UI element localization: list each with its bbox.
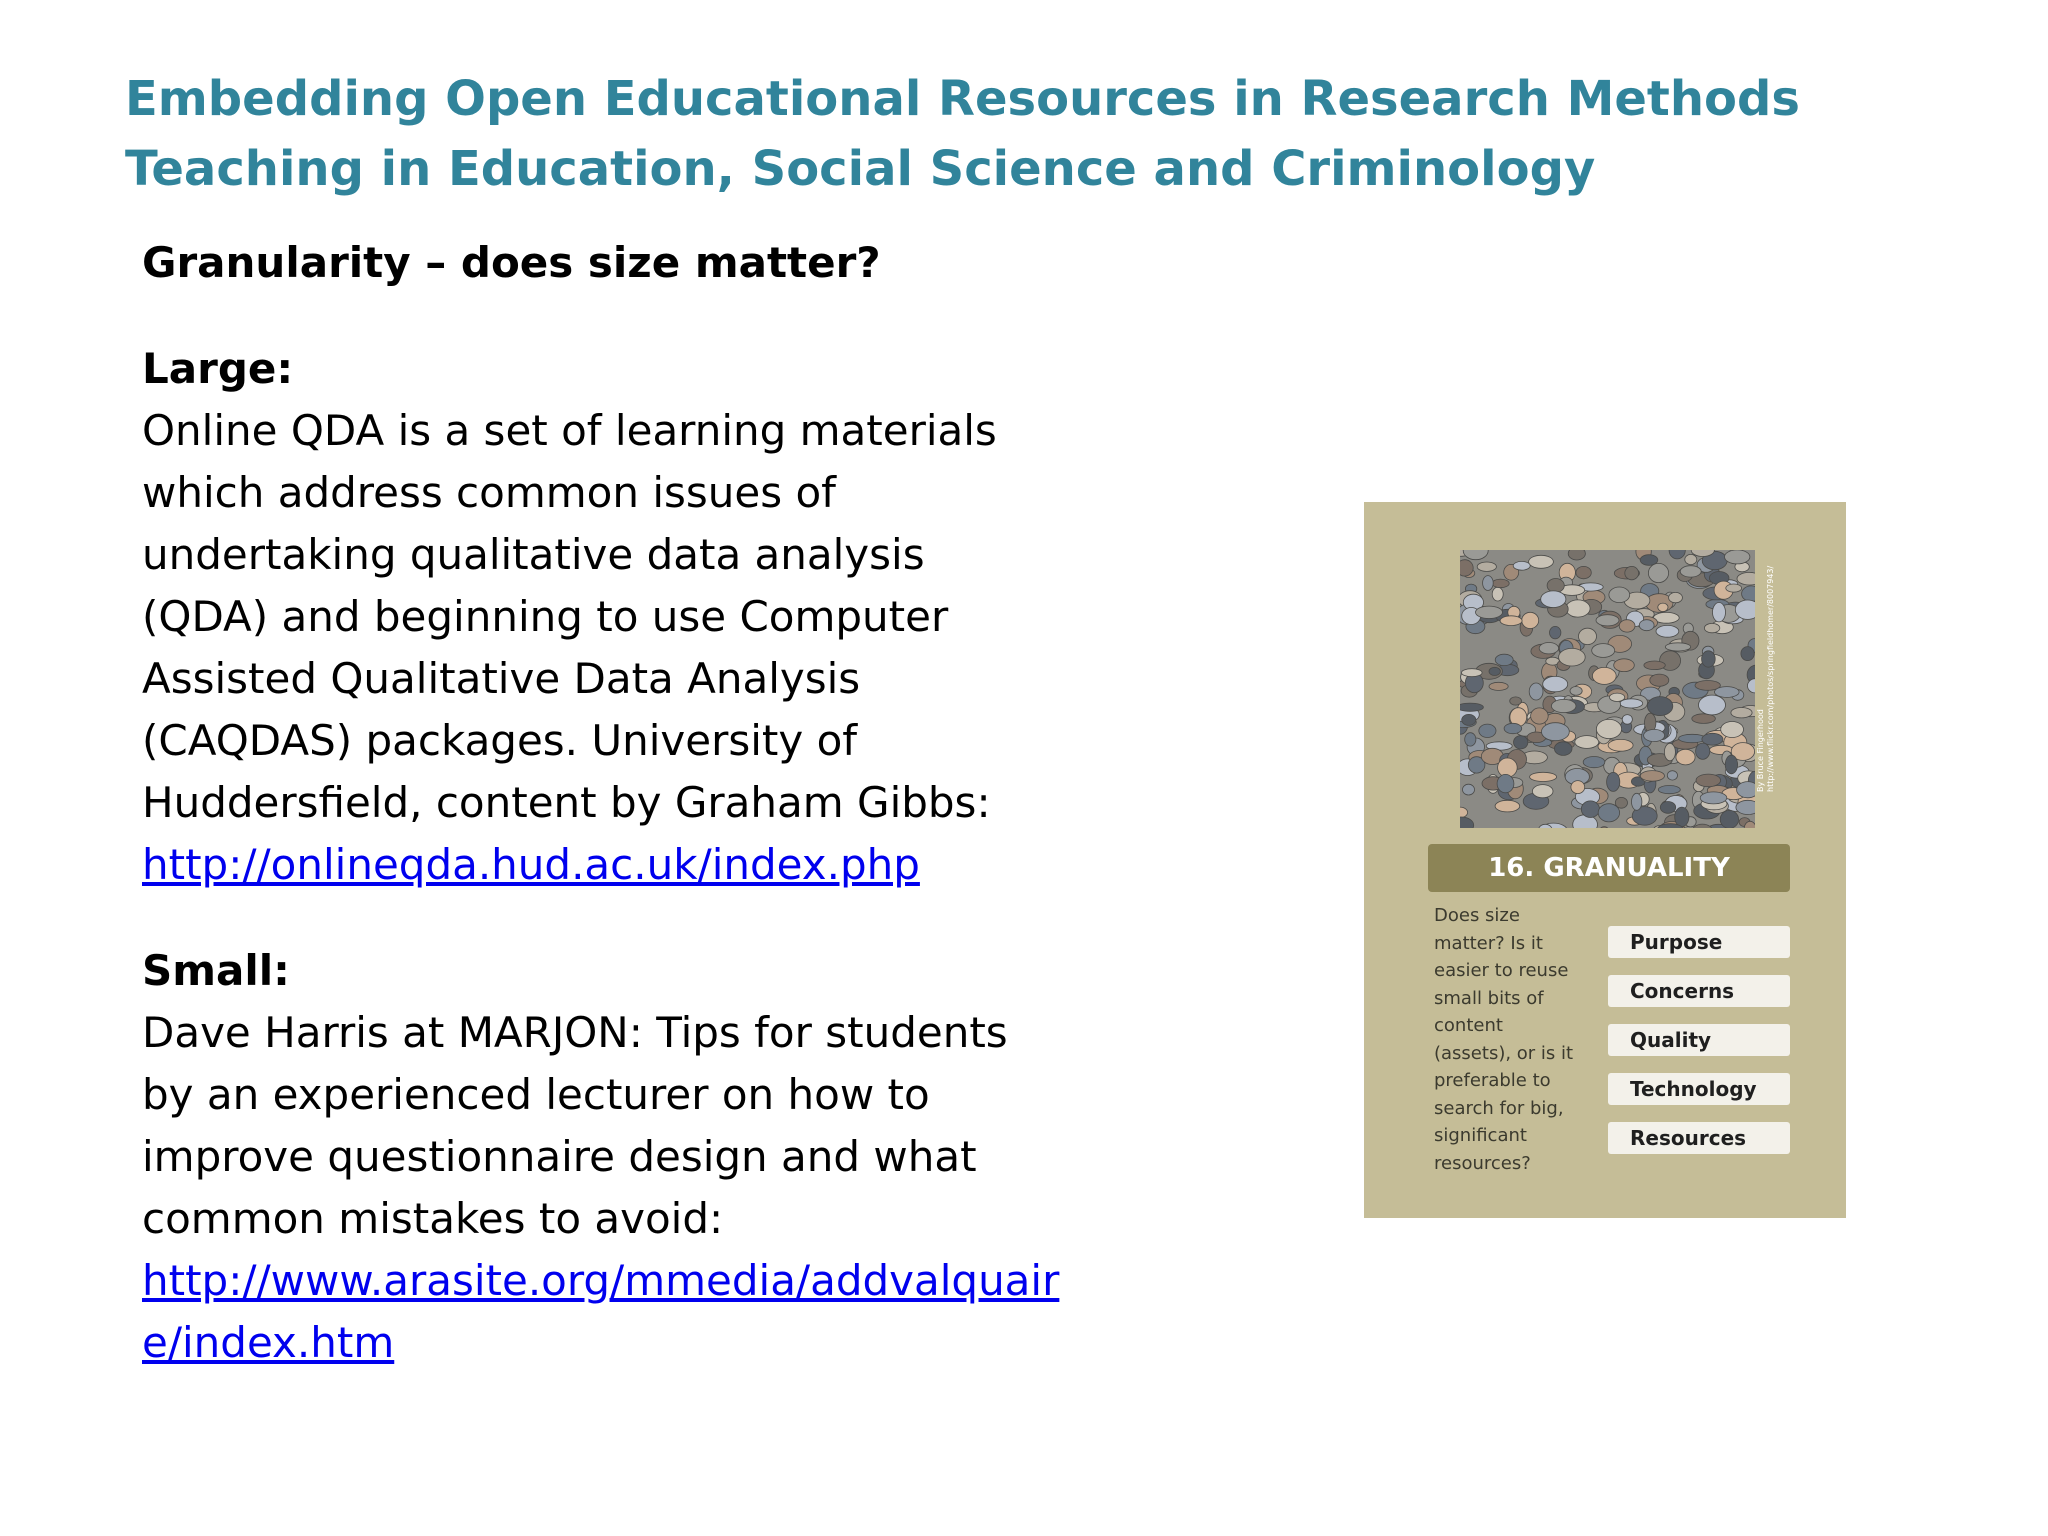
pebble-shape: [1632, 793, 1642, 810]
pebble-shape: [1648, 563, 1668, 582]
small-text: Dave Harris at MARJON: Tips for students by an experienced lecturer on how to improve questionnaire design and what common mistakes to avoid:: [142, 1008, 1008, 1243]
pebble-shape: [1699, 695, 1726, 715]
pebble-shape: [1596, 719, 1621, 738]
pebble-shape: [1463, 784, 1475, 795]
large-text: Online QDA is a set of learning materials which address common issues of undertaking qualitative data analysis (QDA) and beginning to use Computer Assisted Qualitative Data Analysis (CAQDAS) packages. University of Huddersfield, content by Graham Gibbs:: [142, 406, 997, 827]
pebble-shape: [1570, 687, 1582, 696]
pebble-shape: [1543, 676, 1568, 691]
pebble-shape: [1721, 722, 1744, 738]
pebble-shape: [1625, 566, 1639, 579]
pebble-shape: [1583, 757, 1605, 768]
slide-title: Embedding Open Educational Resources in Research Methods Teaching in Education, Social Science and Criminology: [125, 71, 1800, 197]
pebble-shape: [1664, 743, 1675, 760]
pebble-shape: [1575, 736, 1599, 749]
pebble-shape: [1640, 771, 1664, 782]
photo-credit-url: http://www.flickr.com/photos/springfieldhomer/8007943/: [1766, 565, 1775, 792]
pebble-shape: [1596, 615, 1619, 626]
pebble-shape: [1658, 603, 1668, 611]
pebble-shape: [1644, 661, 1665, 670]
pebble-shape: [1608, 739, 1633, 751]
pebble-shape: [1713, 603, 1726, 622]
pebble-shape: [1731, 708, 1752, 718]
pebble-shape: [1737, 572, 1755, 585]
pebble-shape: [1479, 724, 1496, 737]
pebble-shape: [1559, 648, 1586, 666]
pebble-shape: [1581, 801, 1599, 818]
small-section: [142, 940, 1062, 1374]
pebble-shape: [1696, 774, 1721, 787]
pebble-shape: [1539, 643, 1558, 654]
pebble-shape: [1665, 643, 1690, 651]
pebble-shape: [1500, 616, 1522, 626]
pebble-shape: [1640, 555, 1658, 566]
tag-concerns: Concerns: [1608, 975, 1790, 1007]
pebble-shape: [1619, 620, 1635, 632]
tag-purpose: Purpose: [1608, 926, 1790, 958]
pebble-shape: [1460, 817, 1474, 828]
card-title: 16. GRANUALITY: [1428, 844, 1790, 892]
pebble-shape: [1685, 554, 1697, 564]
pebble-shape: [1741, 647, 1754, 661]
pebble-shape: [1609, 587, 1630, 603]
pebble-shape: [1725, 755, 1737, 774]
pebble-shape: [1495, 800, 1520, 812]
pebble-shape: [1460, 560, 1473, 576]
photo-credit-author: By Bruce Fingerhood: [1756, 709, 1765, 792]
pebble-shape: [1737, 782, 1755, 798]
pebble-shape: [1607, 772, 1620, 791]
pebble-shape: [1647, 697, 1672, 716]
pebble-shape: [1568, 550, 1585, 560]
pebble-shape: [1551, 699, 1576, 712]
pebble-shape: [1492, 579, 1509, 588]
pebble-shape: [1529, 555, 1554, 568]
pebble-shape: [1644, 729, 1665, 741]
pebble-shape: [1460, 807, 1468, 818]
pebble-shape: [1726, 584, 1742, 592]
pebble-shape: [1489, 667, 1500, 675]
onlineqda-link[interactable]: http://onlineqda.hud.ac.uk/index.php: [142, 840, 920, 889]
pebble-shape: [1504, 723, 1522, 733]
pebble-shape: [1554, 742, 1572, 756]
pebble-shape: [1592, 644, 1615, 658]
pebble-shape: [1669, 592, 1683, 602]
pebble-shape: [1667, 771, 1677, 780]
pebble-shape: [1462, 714, 1476, 725]
pebble-shape: [1510, 697, 1522, 705]
pebble-shape: [1676, 749, 1695, 765]
pebble-shape: [1522, 612, 1539, 628]
large-section: [142, 338, 1062, 896]
pebble-shape: [1736, 800, 1755, 814]
pebble-shape: [1531, 708, 1549, 724]
pebble-shape: [1599, 827, 1610, 828]
pebble-shape: [1576, 566, 1591, 578]
pebble-shape: [1614, 659, 1635, 672]
pebble-shape: [1598, 804, 1619, 822]
pebble-shape: [1529, 683, 1543, 700]
pebble-shape: [1550, 626, 1561, 638]
pebble-shape: [1675, 807, 1689, 827]
pebble-shape: [1610, 693, 1625, 701]
small-label: Small:: [142, 946, 290, 995]
arasite-link[interactable]: http://www.arasite.org/mmedia/addvalquaire/index.htm: [142, 1256, 1060, 1367]
large-label: Large:: [142, 344, 294, 393]
pebble-shape: [1465, 733, 1476, 746]
tag-quality: Quality: [1608, 1024, 1790, 1056]
pebble-shape: [1696, 743, 1710, 759]
pebble-shape: [1460, 703, 1483, 711]
pebble-shape: [1702, 651, 1716, 667]
pebbles-image: [1460, 550, 1755, 828]
pebble-shape: [1547, 579, 1564, 593]
pebble-shape: [1725, 550, 1750, 564]
pebble-shape: [1497, 774, 1514, 792]
pebble-shape: [1489, 682, 1508, 690]
pebble-shape: [1513, 561, 1530, 570]
pebble-shape: [1571, 781, 1585, 794]
pebble-shape: [1680, 566, 1701, 577]
pebble-shape: [1483, 576, 1494, 591]
pebble-shape: [1704, 623, 1719, 632]
pebble-shape: [1650, 674, 1669, 686]
granularity-card: [1364, 502, 1846, 1218]
pebble-shape: [1715, 687, 1740, 698]
pebble-shape: [1532, 785, 1553, 798]
pebble-shape: [1660, 802, 1675, 814]
tag-resources: Resources: [1608, 1122, 1790, 1154]
pebble-shape: [1669, 550, 1685, 559]
pebble-shape: [1477, 562, 1496, 571]
pebbles-photo: [1460, 550, 1755, 828]
pebble-shape: [1462, 669, 1483, 677]
pebble-shape: [1541, 591, 1566, 608]
pebble-shape: [1542, 723, 1570, 741]
pebble-shape: [1495, 654, 1513, 665]
pebble-shape: [1622, 715, 1632, 725]
card-tags: [1608, 926, 1790, 1171]
pebble-shape: [1720, 810, 1738, 828]
pebble-shape: [1492, 587, 1503, 601]
photo-credit: [1756, 502, 1792, 792]
pebble-shape: [1735, 600, 1755, 619]
pebble-shape: [1658, 786, 1680, 794]
card-description: Does size matter? Is it easier to reuse small bits of content (assets), or is it preferable to search for big, significant resources?: [1434, 905, 1574, 1174]
pebble-shape: [1579, 628, 1597, 644]
pebble-shape: [1476, 606, 1503, 618]
pebble-shape: [1700, 792, 1727, 804]
pebble-shape: [1639, 620, 1654, 631]
pebble-shape: [1592, 667, 1616, 684]
pebble-shape: [1566, 600, 1590, 617]
slide-content: [142, 232, 1062, 1418]
pebble-shape: [1742, 586, 1755, 602]
tag-technology: Technology: [1608, 1073, 1790, 1105]
pebble-shape: [1530, 772, 1557, 781]
subheading: Granularity – does size matter?: [142, 238, 881, 287]
pebble-shape: [1514, 736, 1528, 749]
pebble-shape: [1656, 625, 1679, 637]
pebble-shape: [1463, 550, 1488, 560]
